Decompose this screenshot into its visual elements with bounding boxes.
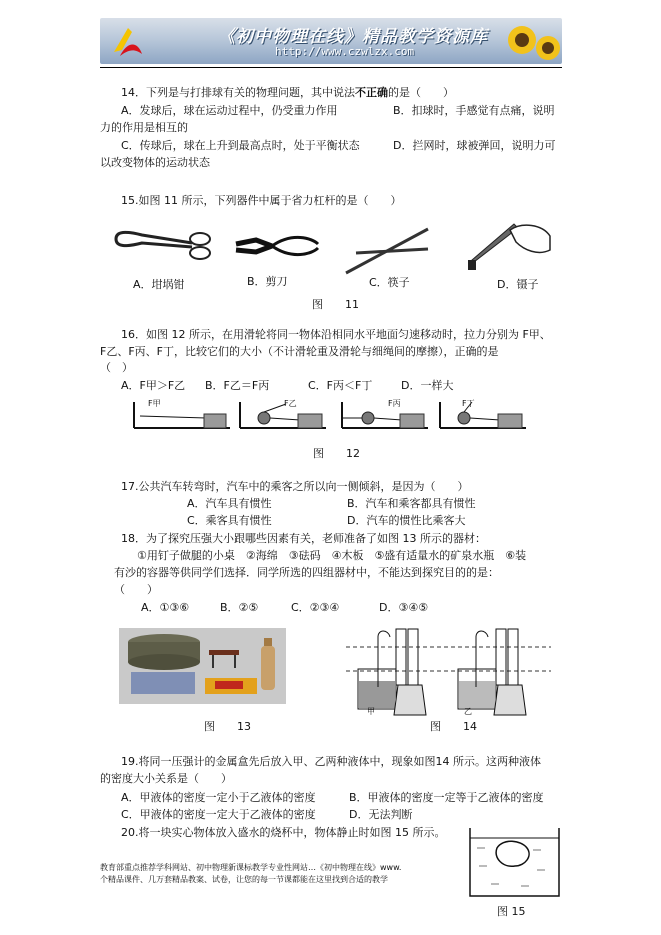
q18-stem-line4: （ ） bbox=[114, 583, 158, 596]
pulley-setup-bing bbox=[340, 398, 430, 432]
pulley-setup-jia bbox=[132, 398, 232, 432]
figure-14-manometers bbox=[346, 625, 551, 720]
q16-stem-line1: 16．如图 12 所示，在用滑轮将同一物体沿相同水平地面匀速移动时，拉力分别为 F甲、 bbox=[121, 328, 551, 341]
q18-stem-line1: 18．为了探究压强大小跟哪些因素有关，老师准备了如图 13 所示的器材： bbox=[121, 532, 486, 545]
pulley-setup-ding bbox=[438, 398, 528, 432]
q14-option-d-cont: 以改变物体的运动状态 bbox=[100, 156, 210, 169]
figure-11-caption: 图 11 bbox=[312, 298, 359, 311]
q14-option-b: B．扣球时，手感觉有点痛，说明 bbox=[393, 104, 555, 117]
sunflower-icon bbox=[502, 18, 562, 64]
site-url[interactable]: http://www.czwlzx.com bbox=[275, 45, 415, 58]
force-label-ding: F丁 bbox=[462, 399, 475, 408]
q19-option-a: A．甲液体的密度一定小于乙液体的密度 bbox=[121, 791, 316, 804]
q18-stem-line3: 有沙的容器等供同学们选择．同学所选的四组器材中，不能达到探究目的的是： bbox=[114, 566, 499, 579]
figure-12-caption: 图 12 bbox=[313, 447, 360, 460]
q15-label-b: B．剪刀 bbox=[247, 275, 288, 288]
q14-stem: 14．下列是与打排球有关的物理问题，其中说法不正确的是（ ） bbox=[121, 86, 454, 99]
q14-option-d: D．拦网时，球被弹回，说明力可 bbox=[393, 139, 556, 152]
figure-14-label-jia: 甲 bbox=[367, 707, 375, 716]
q15-label-d: D．镊子 bbox=[497, 278, 539, 291]
q19-option-c: C．甲液体的密度一定大于乙液体的密度 bbox=[121, 808, 316, 821]
figure-14-label-yi: 乙 bbox=[464, 707, 472, 716]
q19-stem-line1: 19.将同一压强计的金属盒先后放入甲、乙两种液体中，现象如图14 所示。这两种液体 bbox=[121, 755, 541, 768]
q16-option-b: B．F乙＝F丙 bbox=[205, 379, 270, 392]
q16-option-d: D．一样大 bbox=[401, 379, 454, 392]
pulley-setup-yi bbox=[238, 398, 328, 432]
q18-option-c: C．②③④ bbox=[291, 601, 340, 614]
q16-option-a: A．F甲＞F乙 bbox=[121, 379, 186, 392]
q19-option-d: D．无法判断 bbox=[349, 808, 413, 821]
q17-option-b: B．汽车和乘客都具有惯性 bbox=[347, 497, 476, 510]
q18-option-b: B．②⑤ bbox=[220, 601, 259, 614]
q19-stem-line2: 的密度大小关系是（ ） bbox=[100, 772, 232, 785]
q18-option-d: D．③④⑤ bbox=[379, 601, 429, 614]
q17-option-a: A．汽车具有惯性 bbox=[187, 497, 272, 510]
header-rule bbox=[100, 67, 562, 68]
q15-label-a: A．坩埚钳 bbox=[133, 278, 185, 291]
q17-stem: 17.公共汽车转弯时，汽车中的乘客之所以向一侧倾斜，是因为（ ） bbox=[121, 480, 469, 493]
q19-option-b: B．甲液体的密度一定等于乙液体的密度 bbox=[349, 791, 544, 804]
q20-stem: 20.将一块实心物体放入盛水的烧杯中，物体静止时如图 15 所示。 bbox=[121, 826, 446, 839]
q16-stem-line2: F乙、F丙、F丁，比较它们的大小（不计滑轮重及滑轮与细绳间的摩擦），正确的是 bbox=[100, 345, 499, 358]
q18-option-a: A．①③⑥ bbox=[141, 601, 190, 614]
footer-line1: 教育部重点推荐学科网站、初中物理新课标教学专业性网站…《初中物理在线》www. bbox=[100, 863, 402, 872]
q17-option-c: C．乘客具有惯性 bbox=[187, 514, 272, 527]
figure-15-caption: 图 15 bbox=[497, 905, 526, 918]
site-logo-icon bbox=[108, 22, 148, 62]
figure-13-photo bbox=[119, 628, 286, 704]
q16-option-c: C．F丙＜F丁 bbox=[308, 379, 373, 392]
crucible-tongs-icon bbox=[112, 225, 222, 270]
q14-option-c: C．传球后，球在上升到最高点时，处于平衡状态 bbox=[121, 139, 360, 152]
figure-15-beaker bbox=[467, 826, 562, 898]
figure-14-caption: 图 14 bbox=[430, 720, 477, 733]
q17-option-d: D．汽车的惯性比乘客大 bbox=[347, 514, 466, 527]
q18-stem-line2: ①用钉子做腿的小桌 ②海绵 ③砝码 ④木板 ⑤盛有适量水的矿泉水瓶 ⑥装 bbox=[137, 549, 527, 562]
q14-option-a: A．发球后，球在运动过程中，仍受重力作用 bbox=[121, 104, 338, 117]
header-banner bbox=[100, 18, 562, 64]
force-label-bing: F丙 bbox=[388, 399, 401, 408]
q15-stem: 15.如图 11 所示，下列器件中属于省力杠杆的是（ ） bbox=[121, 194, 402, 207]
pliers-scissors-icon bbox=[232, 230, 322, 268]
q16-stem-line3: （ ） bbox=[100, 361, 133, 374]
force-label-jia: F甲 bbox=[148, 399, 161, 408]
q15-label-c: C．筷子 bbox=[369, 276, 410, 289]
tweezers-hand-icon bbox=[464, 220, 554, 275]
site-title: 《初中物理在线》精品教学资源库 bbox=[218, 27, 488, 47]
force-label-yi: F乙 bbox=[284, 399, 297, 408]
q14-option-b-cont: 力的作用是相互的 bbox=[100, 121, 188, 134]
footer-line2: 个精品课件、几万套精品教案、试卷，让您的每一节课都能在这里找到合适的教学 bbox=[100, 875, 388, 884]
chopsticks-icon bbox=[342, 225, 432, 275]
figure-13-caption: 图 13 bbox=[204, 720, 251, 733]
